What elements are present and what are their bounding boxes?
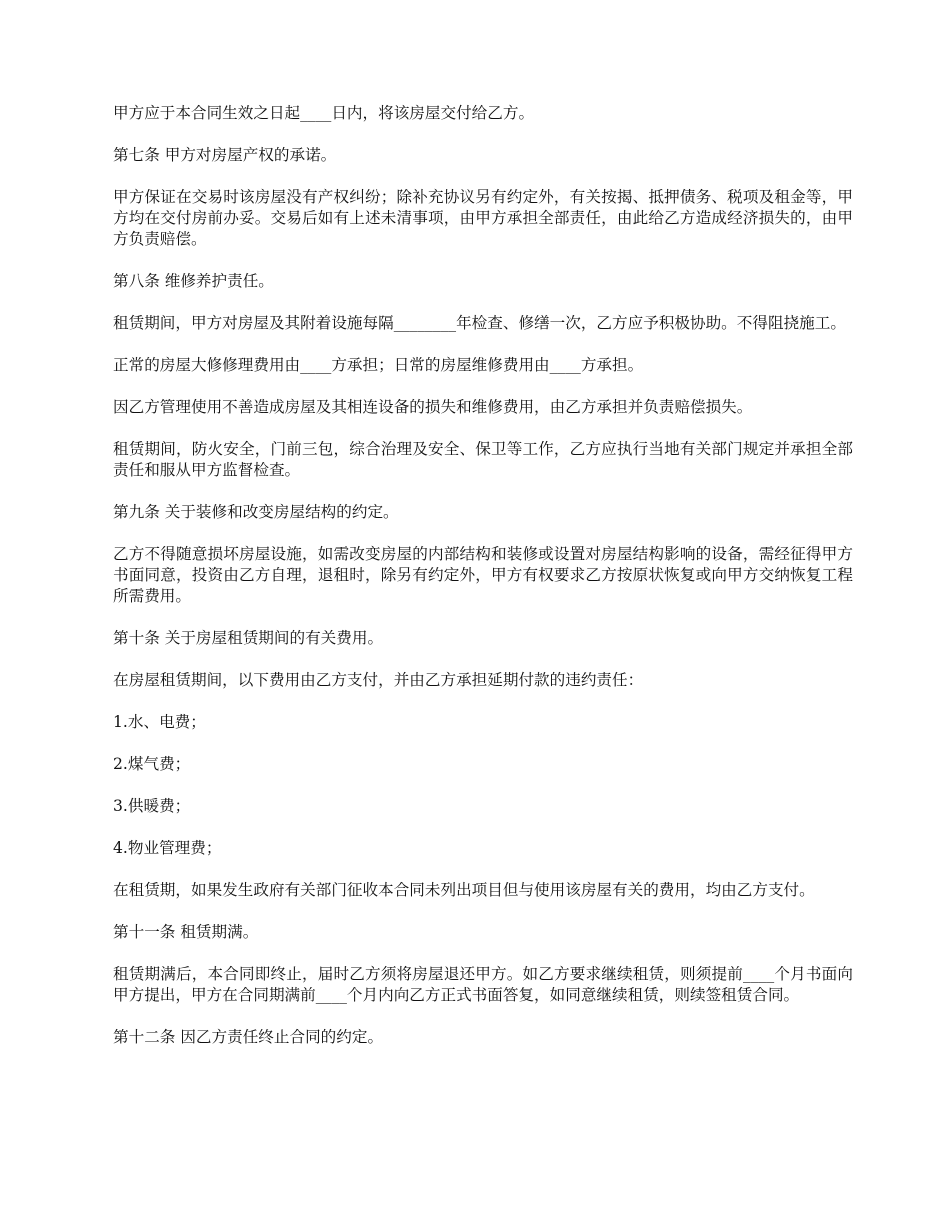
article-11-body: 租赁期满后，本合同即终止，届时乙方须将房屋退还甲方。如乙方要求继续租赁，则须提前____个月书面向甲方提出，甲方在合同期满前____个月内向乙方正式书面答复，如同意继续租赁，则续签租赁合同。	[113, 965, 853, 1004]
article-12-heading: 第十二条 因乙方责任终止合同的约定。	[113, 1028, 384, 1046]
article-7-body: 甲方保证在交易时该房屋没有产权纠纷；除补充协议另有约定外，有关按揭、抵押债务、税项及租金等，甲方均在交付房前办妥。交易后如有上述未清事项，由甲方承担全部责任，由此给乙方造成经济损失的，由甲方负责赔偿。	[113, 188, 853, 248]
fee-item-3: 3.供暖费；	[113, 797, 191, 815]
fee-item-2: 2.煤气费；	[113, 755, 191, 773]
article-11-heading: 第十一条 租赁期满。	[113, 923, 259, 941]
fee-item-4: 4.物业管理费；	[113, 839, 222, 857]
article-10-other-fees: 在租赁期，如果发生政府有关部门征收本合同未列出项目但与使用该房屋有关的费用，均由乙方支付。	[113, 881, 815, 899]
fee-item-1: 1.水、电费；	[113, 713, 206, 731]
article-9-body: 乙方不得随意损坏房屋设施，如需改变房屋的内部结构和装修或设置对房屋结构影响的设备，需经征得甲方书面同意，投资由乙方自理，退租时，除另有约定外，甲方有权要求乙方按原状恢复或向甲方交纳恢复工程所需费用。	[113, 545, 853, 605]
article-8-repair-costs: 正常的房屋大修修理费用由____方承担；日常的房屋维修费用由____方承担。	[113, 356, 644, 374]
article-8-heading: 第八条 维修养护责任。	[113, 272, 274, 290]
article-10-heading: 第十条 关于房屋租赁期间的有关费用。	[113, 629, 384, 647]
article-8-damage-liability: 因乙方管理使用不善造成房屋及其相连设备的损失和维修费用，由乙方承担并负责赔偿损失。	[113, 398, 753, 416]
article-9-heading: 第九条 关于装修和改变房屋结构的约定。	[113, 503, 399, 521]
article-8-inspection: 租赁期间，甲方对房屋及其附着设施每隔________年检查、修缮一次，乙方应予积极协助。不得阻挠施工。	[113, 314, 846, 332]
article-7-heading: 第七条 甲方对房屋产权的承诺。	[113, 146, 337, 164]
document-page	[113, 103, 853, 1069]
clause-delivery-deadline: 甲方应于本合同生效之日起____日内，将该房屋交付给乙方。	[113, 104, 535, 122]
article-10-intro: 在房屋租赁期间，以下费用由乙方支付，并由乙方承担延期付款的违约责任：	[113, 671, 644, 689]
article-8-safety: 租赁期间，防火安全，门前三包，综合治理及安全、保卫等工作，乙方应执行当地有关部门规定并承担全部责任和服从甲方监督检查。	[113, 440, 853, 479]
